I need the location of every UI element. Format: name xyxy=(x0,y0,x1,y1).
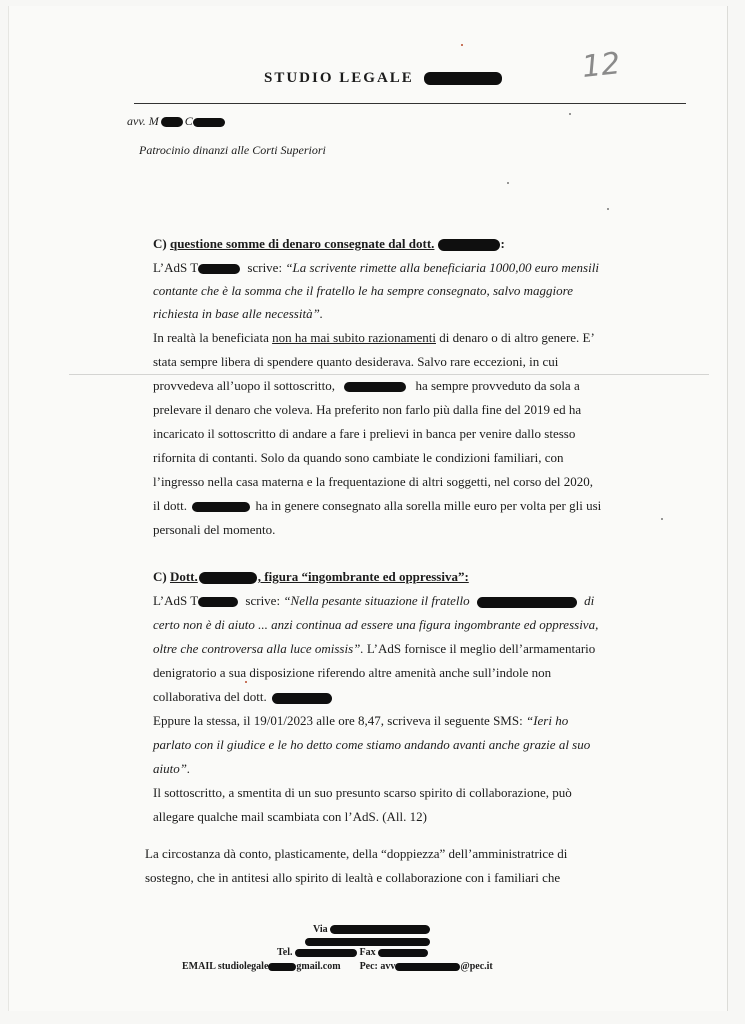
redaction xyxy=(477,597,577,608)
studio-title xyxy=(264,70,502,87)
footer-email: EMAIL studiolegale xyxy=(182,961,269,972)
quote-text: “La scrivente rimette alla beneficiaria 1000,00 euro mensili xyxy=(285,260,599,275)
section1-quote-line3: richiesta in base alle necessità”. xyxy=(153,306,324,321)
footer-address-line2 xyxy=(305,936,430,947)
para-text: il dott. xyxy=(153,498,187,513)
redaction xyxy=(344,382,406,392)
redaction xyxy=(378,949,428,957)
section1-title-text: questione somme di denaro consegnate dal dott. xyxy=(169,236,435,251)
section1-para-line1 xyxy=(153,330,595,346)
redaction xyxy=(198,597,238,607)
section2-sms-line2: parlato con il giudice e le ho detto come stiamo andando avanti anche grazie al suo xyxy=(153,737,591,752)
redaction xyxy=(192,502,250,512)
section2-title-text: Dott. xyxy=(169,569,198,584)
scan-speck xyxy=(661,518,663,520)
section2-attach-line1: Il sottoscritto, a smentita di un suo presunto scarso spirito di collaborazione, può xyxy=(153,785,572,800)
footer-phone xyxy=(277,947,428,958)
sms-quote: “Ieri ho xyxy=(525,713,569,728)
quote-intro: L’AdS T xyxy=(153,593,199,608)
section1-quote-line2: contante che è la somma che il fratello le ha sempre consegnato, salvo maggiore xyxy=(153,283,574,298)
para-text: collaborativa del dott. xyxy=(153,689,267,704)
section2-marker: C) xyxy=(153,569,167,584)
section1-para-line6: rifornita di contanti. Solo da quando sono cambiate le condizioni familiari, con xyxy=(153,450,564,465)
section2-title xyxy=(153,569,469,585)
lawyer-initial: C xyxy=(184,114,193,128)
section2-sms-line1 xyxy=(153,713,568,729)
quote-intro: L’AdS T xyxy=(153,260,199,275)
section2-quote-line1 xyxy=(153,593,594,609)
section2-attach-line2: allegare qualche mail scambiata con l’AdS. (All. 12) xyxy=(153,809,427,824)
lawyer-prefix: avv. M xyxy=(127,114,159,128)
scan-speck xyxy=(507,182,509,184)
redaction xyxy=(199,572,257,584)
section1-marker: C) xyxy=(153,236,167,251)
section2-quote-line5 xyxy=(153,689,332,705)
section1-quote-line1 xyxy=(153,260,599,276)
footer-via-label: Via xyxy=(313,924,328,935)
footer-tel-label: Tel. xyxy=(277,947,293,958)
section2-quote-line4: denigratorio a sua disposizione riferendo altre amenità anche sull’indole non xyxy=(153,665,552,680)
redaction xyxy=(198,264,240,274)
redaction xyxy=(295,949,357,957)
redaction xyxy=(161,117,183,127)
section2-sms-line3: aiuto”. xyxy=(153,761,191,776)
section2-quote-line2: certo non è di aiuto ... anzi continua ad essere una figura ingombrante ed oppressiva, xyxy=(153,617,599,632)
section1-title xyxy=(153,236,505,252)
lawyer-name xyxy=(127,114,225,129)
redaction xyxy=(395,963,460,971)
footer-pec: Pec: avv xyxy=(359,961,396,972)
section1-para-line2: stata sempre libera di spendere quanto desiderava. Salvo rare eccezioni, in cui xyxy=(153,354,559,369)
scan-speck xyxy=(569,113,571,115)
closing-line1: La circostanza dà conto, plasticamente, della “doppiezza” dell’amministratrice di xyxy=(145,846,568,861)
footer-address xyxy=(313,924,430,935)
section1-para-line3 xyxy=(153,378,580,394)
scan-fold-line xyxy=(69,374,709,375)
section1-para-line9: personali del momento. xyxy=(153,522,276,537)
para-text: ha in genere consegnato alla sorella mille euro per volta per gli usi xyxy=(255,498,602,513)
footer-email-domain: gmail.com xyxy=(296,961,341,972)
underlined-text: non ha mai subito razionamenti xyxy=(272,330,436,345)
section1-title-end: : xyxy=(500,236,505,251)
section1-para-line8 xyxy=(153,498,601,514)
redaction xyxy=(268,963,296,971)
section2-title-text: , figura “ingombrante ed oppressiva”: xyxy=(257,569,469,584)
redaction xyxy=(438,239,500,251)
footer-fax-label: Fax xyxy=(359,947,376,958)
para-text: Eppure la stessa, il 19/01/2023 alle ore 8,47, scriveva il seguente SMS: xyxy=(153,713,523,728)
document-page xyxy=(8,6,728,1011)
footer-contacts xyxy=(182,961,493,972)
closing-line2: sostegno, che in antitesi allo spirito di lealtà e collaborazione con i familiari che xyxy=(145,870,561,885)
studio-title-text: STUDIO LEGALE xyxy=(264,70,414,86)
para-text: L’AdS fornisce il meglio dell’armamentario xyxy=(366,641,596,656)
quote-text: oltre che controversa alla luce omissis”. xyxy=(153,641,364,656)
section1-para-line7: l’ingresso nella casa materna e la frequentazione di altri soggetti, nel corso del 2020, xyxy=(153,474,594,489)
para-text: In realtà la beneficiata xyxy=(153,330,269,345)
patrocinio-subtitle: Patrocinio dinanzi alle Corti Superiori xyxy=(139,143,326,157)
section1-para-line5: incaricato il sottoscritto di andare a fare i prelievi in banca per venire dallo stesso xyxy=(153,426,576,441)
quote-text: di xyxy=(584,593,595,608)
header-divider xyxy=(134,103,686,104)
para-text: di denaro o di altro genere. E’ xyxy=(439,330,595,345)
handwritten-page-number: 12 xyxy=(580,46,622,85)
redaction xyxy=(424,72,502,85)
scan-speck xyxy=(607,208,609,210)
para-text: provvedeva all’uopo il sottoscritto, xyxy=(153,378,335,393)
quote-text: “Nella pesante situazione il fratello xyxy=(283,593,470,608)
footer-pec-domain: @pec.it xyxy=(460,961,493,972)
quote-intro-verb: scrive: xyxy=(247,260,283,275)
redaction xyxy=(193,118,225,127)
para-text: ha sempre provveduto da sola a xyxy=(415,378,580,393)
scan-speck xyxy=(461,44,463,46)
redaction xyxy=(330,925,430,934)
scan-speck xyxy=(245,681,247,683)
redaction xyxy=(272,693,332,704)
redaction xyxy=(305,938,430,946)
section1-para-line4: prelevare il denaro che voleva. Ha preferito non farlo più dalla fine del 2019 ed ha xyxy=(153,402,582,417)
quote-intro-verb: scrive: xyxy=(245,593,281,608)
section2-quote-line3 xyxy=(153,641,595,657)
